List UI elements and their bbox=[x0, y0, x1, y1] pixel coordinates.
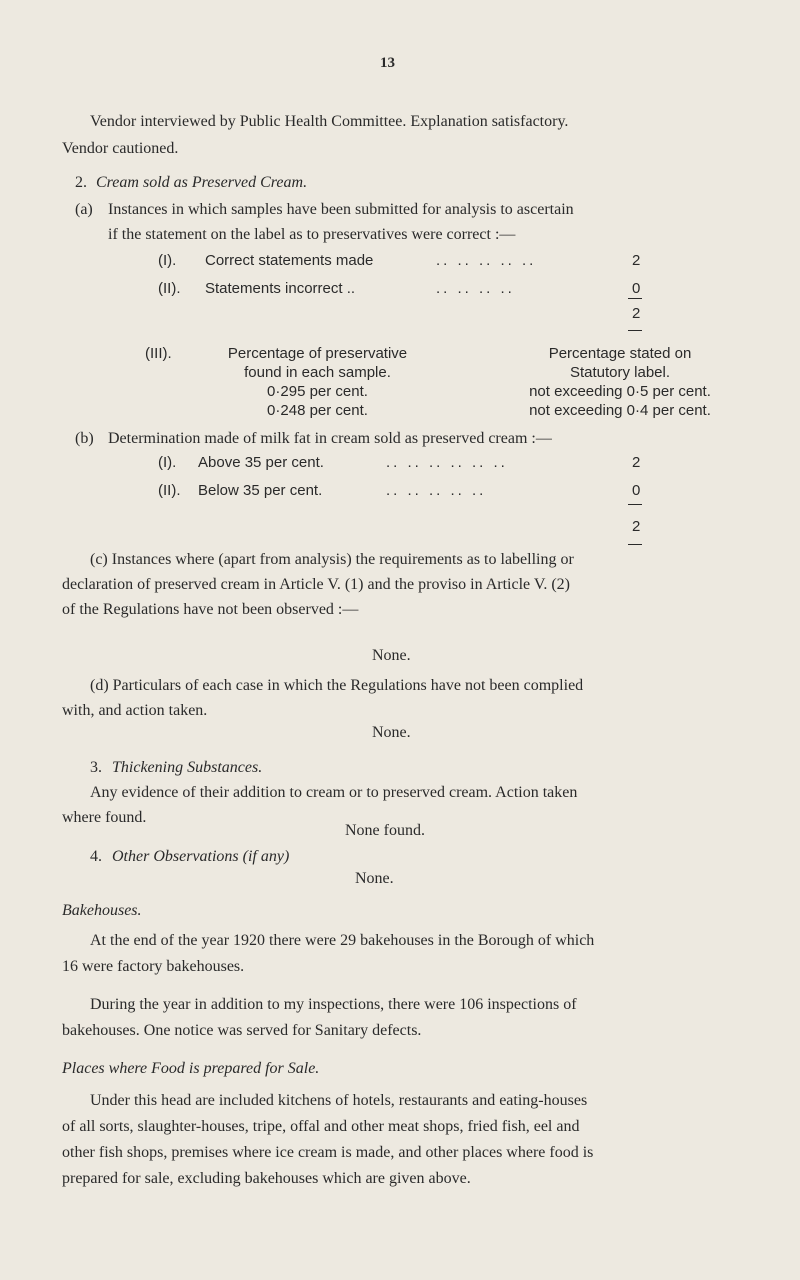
a-i-leader-dots: .. .. .. .. .. bbox=[436, 252, 537, 269]
a-total: 2 bbox=[632, 305, 641, 322]
item-d-line-1: (d) Particulars of each case in which the Regulations have not been complied bbox=[90, 677, 584, 694]
item-a-label: (a) bbox=[75, 201, 93, 218]
b-i-value: 2 bbox=[632, 454, 641, 471]
item-c-answer: None. bbox=[372, 647, 411, 664]
b-sum-rule-top bbox=[628, 504, 642, 505]
bakehouses-heading: Bakehouses. bbox=[62, 902, 142, 919]
places-line-2: of all sorts, slaughter-houses, tripe, offal and other meat shops, fried fish, eel and bbox=[62, 1118, 580, 1135]
b-ii-leader-dots: .. .. .. .. .. bbox=[386, 482, 487, 499]
b-sum-rule-bottom bbox=[628, 544, 642, 545]
item-d-line-2: with, and action taken. bbox=[62, 702, 208, 719]
col-stated-row-2: not exceeding 0·4 per cent. bbox=[529, 402, 711, 419]
bakehouses-p1-line-1: At the end of the year 1920 there were 29 bakehouses in the Borough of which bbox=[90, 932, 595, 949]
b-ii-value: 0 bbox=[632, 482, 641, 499]
section-2-number: 2. bbox=[75, 174, 87, 191]
section-3-line-1: Any evidence of their addition to cream or to preserved cream. Action taken bbox=[90, 784, 578, 801]
item-d-answer: None. bbox=[372, 724, 411, 741]
places-line-3: other fish shops, premises where ice cream is made, and other places where food is bbox=[62, 1144, 594, 1161]
places-line-1: Under this head are included kitchens of hotels, restaurants and eating-houses bbox=[90, 1092, 588, 1109]
b-i-leader-dots: .. .. .. .. .. .. bbox=[386, 454, 508, 471]
item-c-line-1: (c) Instances where (apart from analysis) the requirements as to labelling or bbox=[90, 551, 574, 568]
col-found-header-1: Percentage of preservative bbox=[227, 345, 408, 362]
col-found-row-1: 0·295 per cent. bbox=[267, 383, 368, 400]
section-2-heading: Cream sold as Preserved Cream. bbox=[96, 174, 308, 191]
col-found-row-2: 0·248 per cent. bbox=[267, 402, 368, 419]
places-line-4: prepared for sale, excluding bakehouses which are given above. bbox=[62, 1170, 471, 1187]
section-4-number: 4. bbox=[90, 848, 102, 865]
places-heading: Places where Food is prepared for Sale. bbox=[62, 1060, 320, 1077]
a-i-value: 2 bbox=[632, 252, 641, 269]
item-c-line-3: of the Regulations have not been observed :— bbox=[62, 601, 359, 618]
item-b-text: Determination made of milk fat in cream sold as preserved cream :— bbox=[108, 430, 552, 447]
section-3-heading: Thickening Substances. bbox=[112, 759, 263, 776]
a-i-text: Correct statements made bbox=[205, 252, 374, 269]
b-i-text: Above 35 per cent. bbox=[198, 454, 324, 471]
a-iii-number: (III). bbox=[145, 345, 172, 362]
col-found-header-2: found in each sample. bbox=[244, 364, 391, 381]
intro-line-1: Vendor interviewed by Public Health Committee. Explanation satisfactory. bbox=[90, 113, 569, 130]
a-ii-text: Statements incorrect .. bbox=[205, 280, 356, 297]
b-i-number: (I). bbox=[158, 454, 177, 471]
section-3-answer: None found. bbox=[345, 822, 425, 839]
section-4-answer: None. bbox=[355, 870, 394, 887]
col-stated-header-1: Percentage stated on bbox=[548, 345, 692, 362]
b-ii-text: Below 35 per cent. bbox=[198, 482, 323, 499]
item-a-line-1: Instances in which samples have been submitted for analysis to ascertain bbox=[108, 201, 574, 218]
item-c-line-2: declaration of preserved cream in Article V. (1) and the proviso in Article V. (2) bbox=[62, 576, 570, 593]
bakehouses-p1-line-2: 16 were factory bakehouses. bbox=[62, 958, 245, 975]
item-b-label: (b) bbox=[75, 430, 94, 447]
a-sum-rule-top bbox=[628, 298, 642, 299]
a-ii-value: 0 bbox=[632, 280, 641, 297]
col-stated-header-2: Statutory label. bbox=[569, 364, 671, 381]
section-3-line-2: where found. bbox=[62, 809, 147, 826]
col-stated-row-1: not exceeding 0·5 per cent. bbox=[529, 383, 711, 400]
intro-line-2: Vendor cautioned. bbox=[62, 140, 179, 157]
section-3-number: 3. bbox=[90, 759, 102, 776]
a-sum-rule-bottom bbox=[628, 330, 642, 331]
a-ii-number: (II). bbox=[158, 280, 181, 297]
section-4-heading: Other Observations (if any) bbox=[112, 848, 290, 865]
a-ii-leader-dots: .. .. .. .. bbox=[436, 280, 515, 297]
item-a-line-2: if the statement on the label as to preservatives were correct :— bbox=[108, 226, 516, 243]
bakehouses-p2-line-2: bakehouses. One notice was served for Sanitary defects. bbox=[62, 1022, 422, 1039]
page-number: 13 bbox=[380, 55, 395, 71]
b-ii-number: (II). bbox=[158, 482, 181, 499]
bakehouses-p2-line-1: During the year in addition to my inspections, there were 106 inspections of bbox=[90, 996, 577, 1013]
b-total: 2 bbox=[632, 518, 641, 535]
a-i-number: (I). bbox=[158, 252, 177, 269]
